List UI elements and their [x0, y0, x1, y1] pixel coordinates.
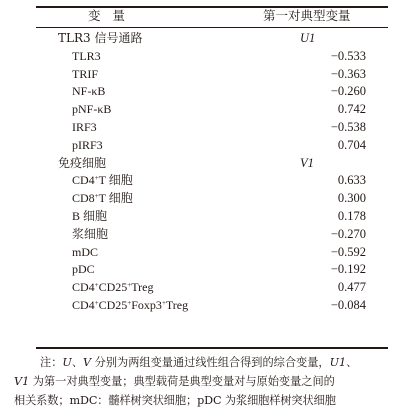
table-bottom-rule — [36, 347, 388, 349]
variable-label: NF-κB — [72, 84, 106, 99]
table-row — [0, 83, 408, 101]
variable-label: CD4+T 细胞 — [72, 173, 133, 188]
table-row — [0, 297, 408, 315]
canonical-loading-value: −0.533 — [330, 48, 366, 63]
table-row — [0, 66, 408, 84]
table-row — [0, 208, 408, 226]
variable-label: pIRF3 — [72, 137, 103, 152]
header-variable: 变量 — [88, 8, 138, 23]
table-row — [0, 172, 408, 190]
table-row — [0, 226, 408, 244]
variable-label: IRF3 — [72, 119, 97, 134]
table-group-row — [0, 30, 408, 48]
canonical-loading-value: −0.363 — [330, 66, 366, 81]
table-row — [0, 190, 408, 208]
canonical-loading-value: −0.592 — [330, 244, 366, 259]
table-row — [0, 137, 408, 155]
table-row — [0, 261, 408, 279]
table-body — [0, 30, 408, 315]
canonical-loading-value: −0.270 — [330, 226, 366, 241]
canonical-variable-name: V1 — [300, 155, 314, 170]
footnote-line-1: 注：U、V 分别为两组变量通过线性组合得到的综合变量，U1、 — [40, 356, 358, 369]
canonical-loading-value: 0.742 — [337, 102, 366, 117]
canonical-loading-value: 0.477 — [337, 280, 366, 295]
group-label: TLR3 信号通路 — [58, 31, 143, 45]
canonical-loading-value: −0.260 — [330, 84, 366, 99]
table-row — [0, 119, 408, 137]
variable-label: TLR3 — [72, 48, 101, 63]
variable-label: CD4+CD25+Treg — [72, 280, 154, 295]
group-label: 免疫细胞 — [58, 155, 107, 170]
table-row — [0, 279, 408, 297]
canonical-loading-value: 0.300 — [337, 191, 366, 206]
variable-label: pNF-κB — [72, 102, 112, 117]
variable-label: mDC — [72, 244, 99, 259]
canonical-loading-value: 0.704 — [337, 137, 366, 152]
variable-label: B 细胞 — [72, 208, 108, 223]
canonical-variable-name: U1 — [300, 31, 316, 45]
table-row — [0, 101, 408, 119]
variable-label: TRIF — [72, 66, 99, 81]
variable-label: CD8+T 细胞 — [72, 191, 133, 206]
variable-label: CD4+CD25+Foxp3+Treg — [72, 297, 189, 312]
canonical-loading-value: −0.538 — [330, 119, 366, 134]
table-group-row — [0, 155, 408, 173]
canonical-loading-value: −0.084 — [330, 297, 366, 312]
variable-label: pDC — [72, 262, 95, 277]
variable-label: 浆细胞 — [72, 226, 109, 241]
footnote-line-3: 相关系数；mDC：髓样树突状细胞；pDC 为浆细胞样树突状细胞 — [14, 394, 336, 407]
canonical-loading-value: −0.192 — [330, 262, 366, 277]
footnote-line-2: V1 为第一对典型变量；典型载荷是典型变量对与原始变量之间的 — [14, 375, 335, 388]
canonical-loading-value: 0.178 — [337, 208, 366, 223]
table-row — [0, 244, 408, 262]
table-footnote — [14, 353, 400, 410]
header-canonical-variable: 第一对典型变量 — [263, 8, 351, 23]
table-row — [0, 48, 408, 66]
canonical-loading-value: 0.633 — [337, 173, 366, 188]
table-header-rule — [36, 27, 388, 28]
